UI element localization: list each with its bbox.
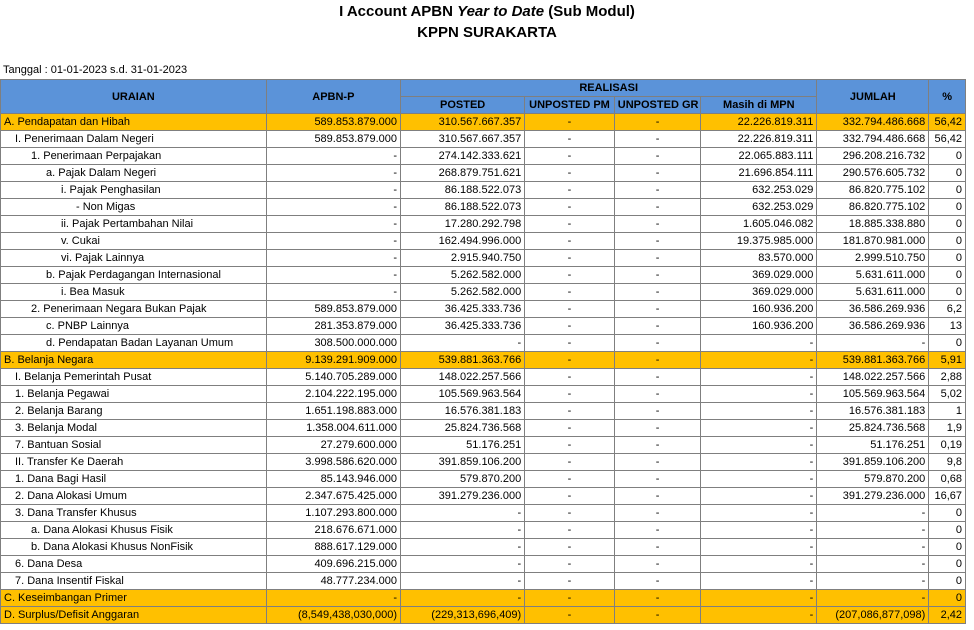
table-row <box>1 216 966 233</box>
cell-masih-mpn: 22.065.883.111 <box>701 148 817 165</box>
cell-masih-mpn: - <box>701 539 817 556</box>
cell-unposted-pm: - <box>525 471 615 488</box>
cell-apbn: - <box>266 267 400 284</box>
cell-uraian: 2. Dana Alokasi Umum <box>1 488 267 505</box>
cell-unposted-gr: - <box>614 403 701 420</box>
cell-masih-mpn: - <box>701 420 817 437</box>
cell-uraian: vi. Pajak Lainnya <box>1 250 267 267</box>
cell-posted: 268.879.751.621 <box>401 165 525 182</box>
cell-apbn: 2.347.675.425.000 <box>266 488 400 505</box>
cell-masih-mpn: - <box>701 590 817 607</box>
cell-jumlah: 579.870.200 <box>817 471 929 488</box>
cell-unposted-gr: - <box>614 233 701 250</box>
cell-unposted-gr: - <box>614 335 701 352</box>
cell-masih-mpn: 21.696.854.111 <box>701 165 817 182</box>
cell-masih-mpn: - <box>701 352 817 369</box>
cell-jumlah: 16.576.381.183 <box>817 403 929 420</box>
cell-persen: 0,19 <box>929 437 966 454</box>
cell-jumlah: 2.999.510.750 <box>817 250 929 267</box>
cell-uraian: i. Pajak Penghasilan <box>1 182 267 199</box>
cell-persen: 0 <box>929 522 966 539</box>
table-row <box>1 539 966 556</box>
cell-uraian: 7. Bantuan Sosial <box>1 437 267 454</box>
cell-unposted-pm: - <box>525 284 615 301</box>
table-row <box>1 114 966 131</box>
table-row <box>1 454 966 471</box>
cell-apbn: 3.998.586.620.000 <box>266 454 400 471</box>
cell-unposted-pm: - <box>525 216 615 233</box>
cell-posted: - <box>401 590 525 607</box>
cell-apbn: 1.358.004.611.000 <box>266 420 400 437</box>
cell-apbn: 409.696.215.000 <box>266 556 400 573</box>
cell-unposted-gr: - <box>614 505 701 522</box>
cell-posted: 310.567.667.357 <box>401 131 525 148</box>
cell-posted: - <box>401 573 525 590</box>
cell-persen: 16,67 <box>929 488 966 505</box>
cell-unposted-gr: - <box>614 539 701 556</box>
cell-apbn: 218.676.671.000 <box>266 522 400 539</box>
cell-uraian: B. Belanja Negara <box>1 352 267 369</box>
cell-persen: 0 <box>929 148 966 165</box>
cell-uraian: c. PNBP Lainnya <box>1 318 267 335</box>
cell-unposted-pm: - <box>525 335 615 352</box>
cell-unposted-gr: - <box>614 369 701 386</box>
cell-posted: 391.279.236.000 <box>401 488 525 505</box>
cell-posted: 5.262.582.000 <box>401 267 525 284</box>
cell-unposted-pm: - <box>525 148 615 165</box>
cell-unposted-gr: - <box>614 267 701 284</box>
cell-uraian: II. Transfer Ke Daerah <box>1 454 267 471</box>
cell-unposted-pm: - <box>525 301 615 318</box>
cell-persen: 0 <box>929 556 966 573</box>
table-row <box>1 556 966 573</box>
table-row <box>1 250 966 267</box>
table-row <box>1 403 966 420</box>
cell-unposted-gr: - <box>614 131 701 148</box>
report-subtitle: KPPN SURAKARTA <box>417 24 557 41</box>
cell-unposted-pm: - <box>525 318 615 335</box>
cell-jumlah: - <box>817 505 929 522</box>
cell-unposted-pm: - <box>525 420 615 437</box>
table-row <box>1 335 966 352</box>
header-realisasi: REALISASI <box>401 80 817 97</box>
cell-unposted-gr: - <box>614 148 701 165</box>
cell-uraian: 1. Belanja Pegawai <box>1 386 267 403</box>
cell-jumlah: 25.824.736.568 <box>817 420 929 437</box>
cell-unposted-gr: - <box>614 471 701 488</box>
cell-masih-mpn: 19.375.985.000 <box>701 233 817 250</box>
table-row <box>1 182 966 199</box>
cell-uraian: 6. Dana Desa <box>1 556 267 573</box>
cell-uraian: ii. Pajak Pertambahan Nilai <box>1 216 267 233</box>
cell-persen: 0 <box>929 539 966 556</box>
cell-apbn: - <box>266 182 400 199</box>
cell-jumlah: 391.859.106.200 <box>817 454 929 471</box>
cell-apbn: - <box>266 165 400 182</box>
table-row <box>1 318 966 335</box>
cell-unposted-gr: - <box>614 522 701 539</box>
cell-apbn: - <box>266 216 400 233</box>
cell-persen: 0 <box>929 250 966 267</box>
cell-posted: 16.576.381.183 <box>401 403 525 420</box>
cell-masih-mpn: - <box>701 369 817 386</box>
cell-masih-mpn: - <box>701 471 817 488</box>
cell-unposted-pm: - <box>525 369 615 386</box>
cell-unposted-pm: - <box>525 165 615 182</box>
table-row <box>1 437 966 454</box>
cell-unposted-gr: - <box>614 386 701 403</box>
cell-unposted-gr: - <box>614 250 701 267</box>
cell-jumlah: - <box>817 539 929 556</box>
table-row <box>1 573 966 590</box>
cell-masih-mpn: 1.605.046.082 <box>701 216 817 233</box>
cell-uraian: v. Cukai <box>1 233 267 250</box>
cell-jumlah: 391.279.236.000 <box>817 488 929 505</box>
cell-masih-mpn: 369.029.000 <box>701 267 817 284</box>
cell-unposted-pm: - <box>525 539 615 556</box>
cell-apbn: - <box>266 233 400 250</box>
cell-persen: 0 <box>929 233 966 250</box>
cell-masih-mpn: - <box>701 454 817 471</box>
cell-jumlah: 36.586.269.936 <box>817 318 929 335</box>
cell-jumlah: 18.885.338.880 <box>817 216 929 233</box>
cell-apbn: - <box>266 199 400 216</box>
cell-unposted-gr: - <box>614 590 701 607</box>
header-uraian: URAIAN <box>1 80 267 114</box>
cell-apbn: 1.107.293.800.000 <box>266 505 400 522</box>
cell-posted: 539.881.363.766 <box>401 352 525 369</box>
cell-unposted-gr: - <box>614 114 701 131</box>
cell-persen: 0 <box>929 165 966 182</box>
cell-jumlah: 5.631.611.000 <box>817 284 929 301</box>
table-row <box>1 233 966 250</box>
cell-unposted-pm: - <box>525 403 615 420</box>
cell-unposted-gr: - <box>614 301 701 318</box>
cell-unposted-pm: - <box>525 352 615 369</box>
cell-unposted-pm: - <box>525 488 615 505</box>
cell-posted: 25.824.736.568 <box>401 420 525 437</box>
cell-unposted-pm: - <box>525 267 615 284</box>
cell-jumlah: 539.881.363.766 <box>817 352 929 369</box>
cell-persen: 0 <box>929 590 966 607</box>
cell-masih-mpn: - <box>701 403 817 420</box>
table-row <box>1 165 966 182</box>
cell-posted: - <box>401 505 525 522</box>
cell-masih-mpn: 369.029.000 <box>701 284 817 301</box>
cell-masih-mpn: - <box>701 556 817 573</box>
cell-persen: 1,9 <box>929 420 966 437</box>
cell-unposted-pm: - <box>525 454 615 471</box>
table-row <box>1 505 966 522</box>
cell-persen: 1 <box>929 403 966 420</box>
header-unposted-gr: UNPOSTED GR <box>614 97 701 114</box>
cell-unposted-gr: - <box>614 216 701 233</box>
cell-apbn: 5.140.705.289.000 <box>266 369 400 386</box>
cell-uraian: C. Keseimbangan Primer <box>1 590 267 607</box>
cell-persen: 0 <box>929 284 966 301</box>
cell-posted: 86.188.522.073 <box>401 199 525 216</box>
cell-masih-mpn: - <box>701 437 817 454</box>
cell-uraian: 3. Belanja Modal <box>1 420 267 437</box>
cell-persen: 9,8 <box>929 454 966 471</box>
date-range: Tanggal : 01-01-2023 s.d. 31-01-2023 <box>3 64 188 76</box>
header-apbn: APBN-P <box>266 80 400 114</box>
cell-unposted-gr: - <box>614 352 701 369</box>
cell-masih-mpn: 83.570.000 <box>701 250 817 267</box>
cell-posted: 36.425.333.736 <box>401 301 525 318</box>
cell-apbn: 888.617.129.000 <box>266 539 400 556</box>
cell-persen: 5,91 <box>929 352 966 369</box>
table-row <box>1 301 966 318</box>
cell-persen: 0 <box>929 573 966 590</box>
cell-unposted-gr: - <box>614 182 701 199</box>
cell-persen: 13 <box>929 318 966 335</box>
cell-posted: 148.022.257.566 <box>401 369 525 386</box>
cell-persen: 2,42 <box>929 607 966 624</box>
cell-jumlah: 148.022.257.566 <box>817 369 929 386</box>
cell-posted: 162.494.996.000 <box>401 233 525 250</box>
cell-persen: 56,42 <box>929 114 966 131</box>
cell-masih-mpn: - <box>701 386 817 403</box>
cell-jumlah: (207,086,877,098) <box>817 607 929 624</box>
cell-posted: - <box>401 539 525 556</box>
cell-posted: - <box>401 522 525 539</box>
cell-apbn: 85.143.946.000 <box>266 471 400 488</box>
cell-apbn: 308.500.000.000 <box>266 335 400 352</box>
cell-unposted-pm: - <box>525 386 615 403</box>
table-row <box>1 267 966 284</box>
report-title: I Account APBN Year to Date (Sub Modul) <box>339 3 635 20</box>
cell-unposted-gr: - <box>614 454 701 471</box>
cell-masih-mpn: 22.226.819.311 <box>701 131 817 148</box>
cell-unposted-pm: - <box>525 250 615 267</box>
cell-masih-mpn: 632.253.029 <box>701 199 817 216</box>
cell-apbn: (8,549,438,030,000) <box>266 607 400 624</box>
cell-uraian: I. Penerimaan Dalam Negeri <box>1 131 267 148</box>
cell-masih-mpn: - <box>701 607 817 624</box>
cell-jumlah: 5.631.611.000 <box>817 267 929 284</box>
cell-masih-mpn: - <box>701 505 817 522</box>
cell-jumlah: - <box>817 573 929 590</box>
cell-unposted-pm: - <box>525 233 615 250</box>
table-row <box>1 199 966 216</box>
cell-persen: 2,88 <box>929 369 966 386</box>
table-row <box>1 284 966 301</box>
cell-uraian: A. Pendapatan dan Hibah <box>1 114 267 131</box>
cell-unposted-gr: - <box>614 556 701 573</box>
cell-unposted-pm: - <box>525 505 615 522</box>
table-row <box>1 471 966 488</box>
cell-masih-mpn: 632.253.029 <box>701 182 817 199</box>
cell-uraian: d. Pendapatan Badan Layanan Umum <box>1 335 267 352</box>
cell-unposted-gr: - <box>614 607 701 624</box>
cell-unposted-gr: - <box>614 573 701 590</box>
cell-persen: 6,2 <box>929 301 966 318</box>
cell-posted: 2.915.940.750 <box>401 250 525 267</box>
cell-apbn: - <box>266 250 400 267</box>
cell-apbn: 48.777.234.000 <box>266 573 400 590</box>
cell-unposted-pm: - <box>525 182 615 199</box>
cell-persen: 0 <box>929 335 966 352</box>
table-row <box>1 369 966 386</box>
cell-masih-mpn: 160.936.200 <box>701 301 817 318</box>
cell-posted: 274.142.333.621 <box>401 148 525 165</box>
cell-unposted-pm: - <box>525 522 615 539</box>
cell-uraian: b. Dana Alokasi Khusus NonFisik <box>1 539 267 556</box>
cell-unposted-pm: - <box>525 114 615 131</box>
cell-posted: 51.176.251 <box>401 437 525 454</box>
cell-apbn: - <box>266 590 400 607</box>
cell-persen: 0,68 <box>929 471 966 488</box>
header-unposted-pm: UNPOSTED PM <box>525 97 615 114</box>
cell-apbn: - <box>266 284 400 301</box>
cell-unposted-pm: - <box>525 556 615 573</box>
cell-persen: 0 <box>929 267 966 284</box>
cell-masih-mpn: 22.226.819.311 <box>701 114 817 131</box>
header-persen: % <box>929 80 966 114</box>
cell-masih-mpn: - <box>701 488 817 505</box>
cell-jumlah: 86.820.775.102 <box>817 199 929 216</box>
cell-posted: 391.859.106.200 <box>401 454 525 471</box>
cell-apbn: 9.139.291.909.000 <box>266 352 400 369</box>
cell-jumlah: - <box>817 335 929 352</box>
cell-unposted-gr: - <box>614 199 701 216</box>
cell-uraian: - Non Migas <box>1 199 267 216</box>
table-row <box>1 522 966 539</box>
cell-unposted-gr: - <box>614 318 701 335</box>
cell-apbn: 1.651.198.883.000 <box>266 403 400 420</box>
cell-posted: 579.870.200 <box>401 471 525 488</box>
cell-unposted-gr: - <box>614 165 701 182</box>
cell-jumlah: 105.569.963.564 <box>817 386 929 403</box>
cell-posted: 17.280.292.798 <box>401 216 525 233</box>
cell-jumlah: 36.586.269.936 <box>817 301 929 318</box>
cell-posted: - <box>401 335 525 352</box>
cell-uraian: i. Bea Masuk <box>1 284 267 301</box>
header-masih-mpn: Masih di MPN <box>701 97 817 114</box>
cell-jumlah: 290.576.605.732 <box>817 165 929 182</box>
table-row <box>1 420 966 437</box>
cell-unposted-gr: - <box>614 437 701 454</box>
cell-apbn: 589.853.879.000 <box>266 114 400 131</box>
table-body <box>1 114 966 624</box>
cell-jumlah: 86.820.775.102 <box>817 182 929 199</box>
cell-unposted-pm: - <box>525 590 615 607</box>
cell-jumlah: 332.794.486.668 <box>817 114 929 131</box>
cell-uraian: 2. Penerimaan Negara Bukan Pajak <box>1 301 267 318</box>
cell-uraian: b. Pajak Perdagangan Internasional <box>1 267 267 284</box>
cell-unposted-pm: - <box>525 131 615 148</box>
cell-apbn: 281.353.879.000 <box>266 318 400 335</box>
table-row <box>1 131 966 148</box>
cell-uraian: 7. Dana Insentif Fiskal <box>1 573 267 590</box>
cell-uraian: 1. Dana Bagi Hasil <box>1 471 267 488</box>
cell-posted: (229,313,696,409) <box>401 607 525 624</box>
cell-jumlah: 51.176.251 <box>817 437 929 454</box>
cell-masih-mpn: 160.936.200 <box>701 318 817 335</box>
cell-posted: 5.262.582.000 <box>401 284 525 301</box>
header-jumlah: JUMLAH <box>817 80 929 114</box>
apbn-table <box>0 79 966 624</box>
cell-masih-mpn: - <box>701 573 817 590</box>
cell-unposted-pm: - <box>525 437 615 454</box>
cell-uraian: 3. Dana Transfer Khusus <box>1 505 267 522</box>
cell-unposted-pm: - <box>525 573 615 590</box>
cell-unposted-gr: - <box>614 420 701 437</box>
table-row <box>1 590 966 607</box>
cell-jumlah: - <box>817 590 929 607</box>
table-row <box>1 352 966 369</box>
cell-posted: 105.569.963.564 <box>401 386 525 403</box>
table-row <box>1 488 966 505</box>
cell-persen: 0 <box>929 505 966 522</box>
cell-jumlah: - <box>817 522 929 539</box>
cell-uraian: I. Belanja Pemerintah Pusat <box>1 369 267 386</box>
cell-masih-mpn: - <box>701 522 817 539</box>
cell-uraian: 2. Belanja Barang <box>1 403 267 420</box>
cell-persen: 0 <box>929 216 966 233</box>
table-row <box>1 607 966 624</box>
cell-uraian: D. Surplus/Defisit Anggaran <box>1 607 267 624</box>
cell-masih-mpn: - <box>701 335 817 352</box>
cell-persen: 0 <box>929 182 966 199</box>
cell-persen: 56,42 <box>929 131 966 148</box>
cell-apbn: - <box>266 148 400 165</box>
cell-unposted-pm: - <box>525 607 615 624</box>
cell-posted: 86.188.522.073 <box>401 182 525 199</box>
cell-unposted-gr: - <box>614 488 701 505</box>
cell-persen: 5,02 <box>929 386 966 403</box>
cell-uraian: 1. Penerimaan Perpajakan <box>1 148 267 165</box>
cell-apbn: 2.104.222.195.000 <box>266 386 400 403</box>
cell-unposted-pm: - <box>525 199 615 216</box>
cell-posted: - <box>401 556 525 573</box>
header-posted: POSTED <box>401 97 525 114</box>
cell-jumlah: - <box>817 556 929 573</box>
cell-uraian: a. Dana Alokasi Khusus Fisik <box>1 522 267 539</box>
table-row <box>1 148 966 165</box>
cell-posted: 36.425.333.736 <box>401 318 525 335</box>
cell-uraian: a. Pajak Dalam Negeri <box>1 165 267 182</box>
cell-jumlah: 296.208.216.732 <box>817 148 929 165</box>
cell-unposted-gr: - <box>614 284 701 301</box>
cell-jumlah: 332.794.486.668 <box>817 131 929 148</box>
cell-apbn: 589.853.879.000 <box>266 131 400 148</box>
cell-apbn: 589.853.879.000 <box>266 301 400 318</box>
cell-jumlah: 181.870.981.000 <box>817 233 929 250</box>
cell-posted: 310.567.667.357 <box>401 114 525 131</box>
cell-persen: 0 <box>929 199 966 216</box>
cell-apbn: 27.279.600.000 <box>266 437 400 454</box>
table-row <box>1 386 966 403</box>
